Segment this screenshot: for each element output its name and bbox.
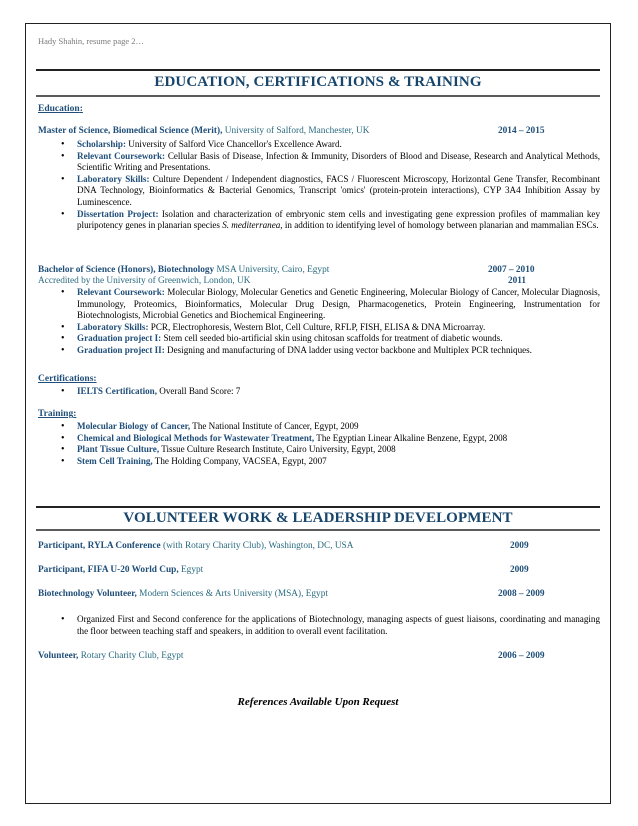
list-item: • Chemical and Biological Methods for Wastewater Treatment, The Egyptian Linear Alkaline Benzene, Egypt, 2008 bbox=[38, 433, 600, 445]
bsc-degree: Bachelor of Science (Honors), Biotechnology bbox=[38, 265, 215, 275]
list-item: • Laboratory Skills: Culture Dependent / Independent diagnostics, FACS / Fluorescent Microscopy, Horizontal Gene Transfer, Recombinant DNA Technology, Bioinformatics & Bacterial Genomics, Transcript 'omics' (protein-protein interactions), CYP 3A4 Inhibition Assay by Luminescence. bbox=[38, 174, 600, 209]
list-item: • Relevant Coursework: Cellular Basis of Disease, Infection & Immunity, Disorders of Blood and Disease, Research and Analytical Methods, Scientific Writing and Presentations. bbox=[38, 151, 600, 174]
volunteer-years: 2008 – 2009 bbox=[498, 589, 545, 599]
section-title-volunteer: VOLUNTEER WORK & LEADERSHIP DEVELOPMENT bbox=[123, 510, 513, 526]
volunteer-years: 2009 bbox=[510, 541, 529, 551]
bsc-institution: MSA University, Cairo, Egypt bbox=[216, 265, 330, 275]
list-item: • IELTS Certification, Overall Band Score: 7 bbox=[38, 386, 600, 398]
volunteer-item: Participant, RYLA Conference (with Rotary Charity Club), Washington, DC, USA bbox=[38, 541, 354, 551]
references-note: References Available Upon Request bbox=[237, 696, 399, 708]
training-heading: Training: bbox=[38, 409, 77, 419]
msc-degree-line bbox=[38, 125, 369, 137]
list-item: • Laboratory Skills: PCR, Electrophoresis, Western Blot, Cell Culture, RFLP, FISH, ELISA & DNA Microarray. bbox=[38, 322, 600, 334]
list-item: • Graduation project II: Designing and manufacturing of DNA ladder using vector backbone and Multiplex PCR techniques. bbox=[38, 345, 600, 357]
certifications-heading: Certifications: bbox=[38, 374, 97, 384]
msc-bullet-list bbox=[38, 139, 600, 232]
volunteer-item: Volunteer, Rotary Charity Club, Egypt bbox=[38, 651, 184, 661]
page-header: Hady Shahin, resume page 2… bbox=[38, 36, 144, 46]
resume-page bbox=[25, 23, 611, 804]
bsc-accreditation-year: 2011 bbox=[508, 276, 527, 286]
certifications-list bbox=[38, 386, 600, 398]
section-rule bbox=[36, 529, 600, 531]
training-list bbox=[38, 421, 600, 467]
education-heading: Education: bbox=[38, 104, 83, 114]
list-item: • Molecular Biology of Cancer, The National Institute of Cancer, Egypt, 2009 bbox=[38, 421, 600, 433]
volunteer-years: 2006 – 2009 bbox=[498, 651, 545, 661]
list-item: • Relevant Coursework: Molecular Biology, Molecular Genetics and Genetic Engineering, Molecular Biology of Cancer, Molecular Diagnosis, Immunology, Proteomics, Bioinformatics, Molecular Drug Design, Pharmacogenetics, Protein Engineering, Instrumentation for Biotechnologists, Microbial Genetics and Biochemical Engineering. bbox=[38, 287, 600, 322]
msc-years: 2014 – 2015 bbox=[498, 126, 545, 136]
list-item: • Stem Cell Training, The Holding Company, VACSEA, Egypt, 2007 bbox=[38, 456, 600, 468]
list-item: • Plant Tissue Culture, Tissue Culture Research Institute, Cairo University, Egypt, 2008 bbox=[38, 444, 600, 456]
list-item: • Organized First and Second conference for the applications of Biotechnology, managing aspects of guest liaisons, coordinating and managing the floor between teaching staff and speakers, in addition to overall event facilitation. bbox=[38, 614, 600, 637]
msc-institution: University of Salford, Manchester, UK bbox=[224, 126, 370, 136]
bsc-bullet-list bbox=[38, 287, 600, 357]
msc-degree: Master of Science, Biomedical Science (Merit), bbox=[38, 126, 223, 136]
bsc-years: 2007 – 2010 bbox=[488, 265, 535, 275]
volunteer-years: 2009 bbox=[510, 565, 529, 575]
section-rule bbox=[36, 69, 600, 71]
volunteer-item: Biotechnology Volunteer, Modern Sciences & Arts University (MSA), Egypt bbox=[38, 589, 328, 599]
list-item: • Dissertation Project: Isolation and characterization of embryonic stem cells and investigating gene expression profiles of mammalian key pluripotency genes in planarian species S. mediterranea, in addition to identifying level of homology between planarian and mammalian ESCs. bbox=[38, 209, 600, 232]
section-rule bbox=[36, 95, 600, 97]
list-item: • Graduation project I: Stem cell seeded bio-artificial skin using chitosan scaffolds for treatment of diabetic wounds. bbox=[38, 333, 600, 345]
list-item: • Scholarship: University of Salford Vice Chancellor's Excellence Award. bbox=[38, 139, 600, 151]
volunteer-item: Participant, FIFA U-20 World Cup, Egypt bbox=[38, 565, 204, 575]
section-rule bbox=[36, 506, 600, 508]
volunteer-bullet-list bbox=[38, 614, 600, 637]
bsc-accreditation: Accredited by the University of Greenwich, London, UK bbox=[38, 276, 251, 286]
section-title-education: EDUCATION, CERTIFICATIONS & TRAINING bbox=[154, 74, 482, 90]
